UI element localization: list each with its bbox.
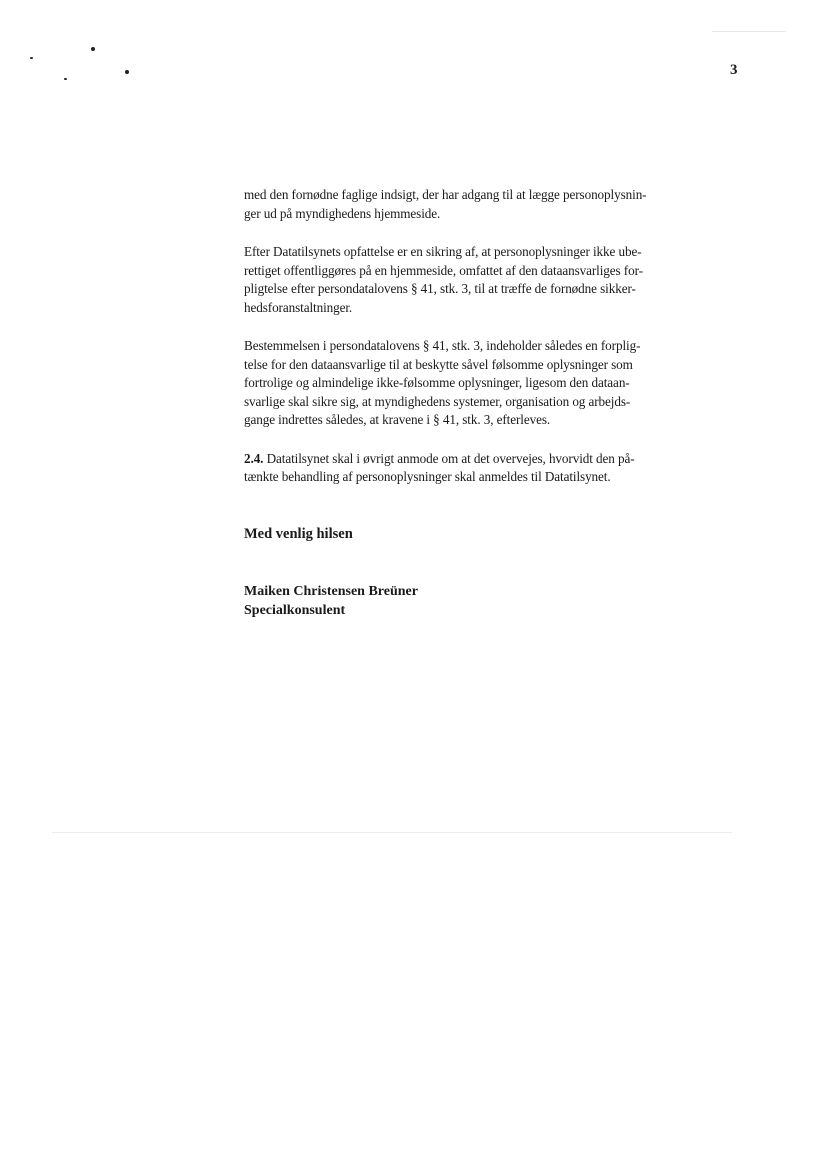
text-line [244,450,744,469]
closing-salutation: Med venlig hilsen [244,526,353,542]
signature-block [244,582,418,620]
paragraph [244,186,744,223]
paragraph [244,337,744,430]
section-number: 2.4. [244,450,264,466]
text-line: telse for den dataansvarlige til at beskytte såvel følsomme oplysninger som [244,356,633,372]
text-line: pligtelse efter persondatalovens § 41, stk. 3, til at træffe de fornødne sikker- [244,281,636,296]
scan-speck [91,47,95,51]
signer-title: Specialkonsulent [244,603,346,618]
text-line: hedsforanstaltninger. [244,299,353,315]
scan-artifact-line [52,832,732,833]
paragraph [244,243,744,317]
text-line: rettiget offentliggøres på en hjemmeside, omfattet af den dataansvarliges for- [244,262,643,278]
text-line-rest: Datatilsynet skal i øvrigt anmode om at det overvejes, hvorvidt den på- [263,450,635,466]
text-line: tænkte behandling af personoplysninger skal anmeldes til Datatilsynet. [244,469,611,484]
paragraph [244,450,744,487]
text-line: med den fornødne faglige indsigt, der har adgang til at lægge personoplysnin- [244,187,647,202]
letter-body [244,186,744,507]
page-number: 3 [730,62,738,78]
scan-speck [64,78,67,80]
scan-speck [125,70,129,74]
text-line: Bestemmelsen i persondatalovens § 41, stk. 3, indeholder således en forplig- [244,338,641,353]
text-line: gange indrettes således, at kravene i § 41, stk. 3, efterleves. [244,412,551,427]
scan-artifact-line [712,31,786,32]
text-line: fortrolige og almindelige ikke-følsomme oplysninger, ligesom den dataan- [244,375,630,390]
text-line: Efter Datatilsynets opfattelse er en sikring af, at personoplysninger ikke ube- [244,244,642,259]
scan-speck [30,57,33,59]
signer-name: Maiken Christensen Breüner [244,584,418,599]
text-line: svarlige skal sikre sig, at myndighedens systemer, organisation og arbejds- [244,393,631,409]
text-line: ger ud på myndighedens hjemmeside. [244,205,441,221]
